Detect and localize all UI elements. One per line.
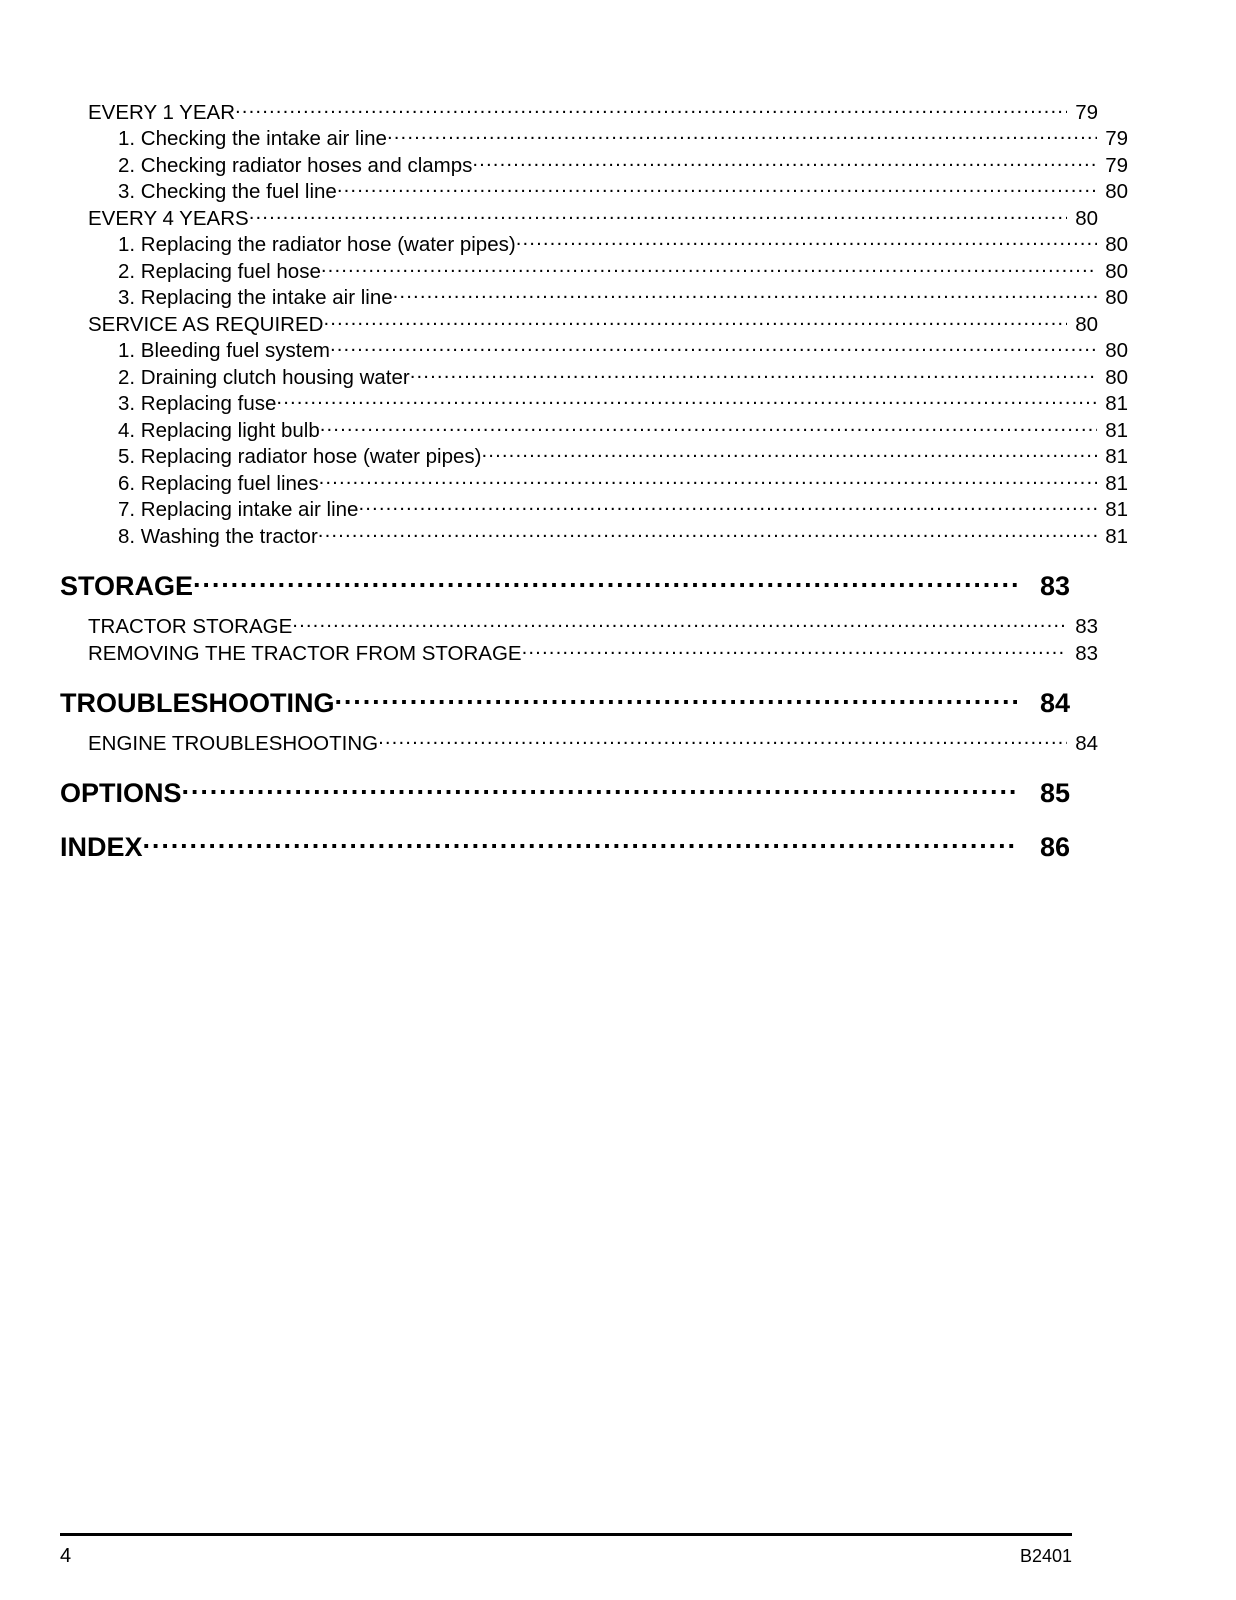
toc-entry[interactable] xyxy=(88,98,1098,125)
toc-entry[interactable] xyxy=(118,257,1128,284)
toc-entry-label: 1. Bleeding fuel system xyxy=(118,339,330,362)
toc-entry[interactable] xyxy=(118,522,1128,549)
toc-entry-page-number: 81 xyxy=(1105,498,1128,521)
toc-entry[interactable] xyxy=(60,568,1070,603)
toc-entry-page-number: 81 xyxy=(1105,524,1128,548)
toc-entry[interactable] xyxy=(118,496,1128,523)
toc-entry-label: 2. Replacing fuel hose xyxy=(118,259,321,283)
toc-entry-label: OPTIONS xyxy=(60,778,182,808)
toc-entry[interactable] xyxy=(88,613,1098,640)
toc-entry-label: TROUBLESHOOTING xyxy=(60,687,335,718)
toc-entry-page-number: 81 xyxy=(1105,392,1128,415)
toc-dot-leader xyxy=(323,310,1067,331)
toc-entry-label: 6. Replacing fuel lines xyxy=(118,471,319,495)
toc-entry[interactable] xyxy=(60,775,1070,810)
toc-entry[interactable] xyxy=(118,416,1128,443)
toc-entry[interactable] xyxy=(118,469,1128,496)
toc-entry-label: INDEX xyxy=(60,832,143,862)
toc-entry-page-number: 80 xyxy=(1105,259,1128,283)
toc-entry-label: 3. Checking the fuel line xyxy=(118,180,337,203)
toc-dot-leader xyxy=(358,496,1097,517)
toc-entry-page-number: 84 xyxy=(1039,687,1070,718)
toc-entry-page-number: 81 xyxy=(1105,445,1128,468)
toc-entry-page-number: 80 xyxy=(1105,233,1128,256)
toc-dot-leader xyxy=(143,829,1017,856)
toc-entry-label: 1. Checking the intake air line xyxy=(118,127,387,150)
toc-entry[interactable] xyxy=(88,204,1098,231)
toc-entry-label: 5. Replacing radiator hose (water pipes) xyxy=(118,445,482,468)
toc-dot-leader xyxy=(249,204,1067,225)
toc-dot-leader xyxy=(318,522,1097,543)
toc-entry[interactable] xyxy=(118,125,1128,152)
toc-entry-page-number: 83 xyxy=(1039,570,1070,601)
toc-dot-leader xyxy=(319,469,1097,490)
toc-dot-leader xyxy=(410,363,1097,384)
footer-document-code: B2401 xyxy=(1019,1546,1072,1566)
toc-dot-leader xyxy=(292,613,1067,634)
toc-entry-page-number: 79 xyxy=(1075,100,1098,124)
toc-entry-page-number: 81 xyxy=(1105,418,1128,442)
toc-entry-label: 2. Draining clutch housing water xyxy=(118,365,410,389)
toc-entry-page-number: 84 xyxy=(1075,732,1098,755)
toc-entry-page-number: 86 xyxy=(1039,832,1070,862)
toc-dot-leader xyxy=(321,257,1097,278)
toc-entry[interactable] xyxy=(88,639,1098,666)
toc-entry-page-number: 80 xyxy=(1105,286,1128,309)
toc-entry[interactable] xyxy=(118,337,1128,364)
toc-entry-page-number: 79 xyxy=(1105,153,1128,177)
toc-dot-leader xyxy=(182,775,1017,802)
page-footer xyxy=(60,1533,1072,1568)
toc-entry[interactable] xyxy=(118,363,1128,390)
toc-entry[interactable] xyxy=(88,310,1098,337)
toc-entry-label: ENGINE TROUBLESHOOTING xyxy=(88,732,379,755)
footer-content xyxy=(60,1545,1072,1568)
toc-dot-leader xyxy=(482,443,1098,464)
toc-entry-page-number: 83 xyxy=(1075,641,1098,665)
toc-entry-label: REMOVING THE TRACTOR FROM STORAGE xyxy=(88,641,522,665)
table-of-contents xyxy=(60,98,1128,864)
toc-entry-label: 3. Replacing fuse xyxy=(118,392,277,415)
footer-divider xyxy=(60,1533,1072,1536)
toc-dot-leader xyxy=(330,337,1097,358)
toc-dot-leader xyxy=(193,568,1017,595)
toc-entry-label: EVERY 4 YEARS xyxy=(88,206,249,230)
toc-entry-label: 8. Washing the tractor xyxy=(118,524,318,548)
toc-dot-leader xyxy=(337,178,1097,199)
toc-entry-label: 2. Checking radiator hoses and clamps xyxy=(118,153,473,177)
toc-entry-label: SERVICE AS REQUIRED xyxy=(88,312,324,336)
toc-entry[interactable] xyxy=(118,284,1128,311)
toc-entry-page-number: 80 xyxy=(1105,180,1128,203)
toc-entry[interactable] xyxy=(118,443,1128,470)
toc-dot-leader xyxy=(516,231,1097,252)
toc-entry[interactable] xyxy=(118,231,1128,258)
toc-entry[interactable] xyxy=(60,685,1070,720)
toc-entry[interactable] xyxy=(118,178,1128,205)
toc-dot-leader xyxy=(335,685,1018,712)
toc-entry-label: EVERY 1 YEAR xyxy=(88,100,236,124)
toc-dot-leader xyxy=(522,639,1067,660)
toc-entry-label: TRACTOR STORAGE xyxy=(88,615,293,638)
toc-entry-page-number: 80 xyxy=(1075,206,1098,230)
toc-dot-leader xyxy=(387,125,1097,146)
toc-entry-page-number: 81 xyxy=(1105,471,1128,495)
toc-dot-leader xyxy=(393,284,1097,305)
toc-entry[interactable] xyxy=(118,390,1128,417)
toc-dot-leader xyxy=(235,98,1067,119)
toc-entry-page-number: 80 xyxy=(1075,312,1098,336)
toc-entry-page-number: 80 xyxy=(1105,339,1128,362)
footer-page-number: 4 xyxy=(60,1545,72,1567)
toc-entry-label: 1. Replacing the radiator hose (water pipes) xyxy=(118,233,516,256)
toc-entry-page-number: 80 xyxy=(1105,365,1128,389)
toc-entry[interactable] xyxy=(60,829,1070,864)
toc-dot-leader xyxy=(320,416,1097,437)
toc-entry[interactable] xyxy=(88,730,1098,757)
toc-entry-label: 4. Replacing light bulb xyxy=(118,418,320,442)
toc-entry-label: STORAGE xyxy=(60,570,194,601)
toc-entry-label: 7. Replacing intake air line xyxy=(118,498,359,521)
toc-entry-page-number: 79 xyxy=(1105,127,1128,150)
toc-entry[interactable] xyxy=(118,151,1128,178)
toc-dot-leader xyxy=(378,730,1067,751)
toc-dot-leader xyxy=(276,390,1097,411)
toc-dot-leader xyxy=(472,151,1097,172)
toc-entry-label: 3. Replacing the intake air line xyxy=(118,286,393,309)
toc-entry-page-number: 83 xyxy=(1075,615,1098,638)
toc-entry-page-number: 85 xyxy=(1039,778,1070,808)
